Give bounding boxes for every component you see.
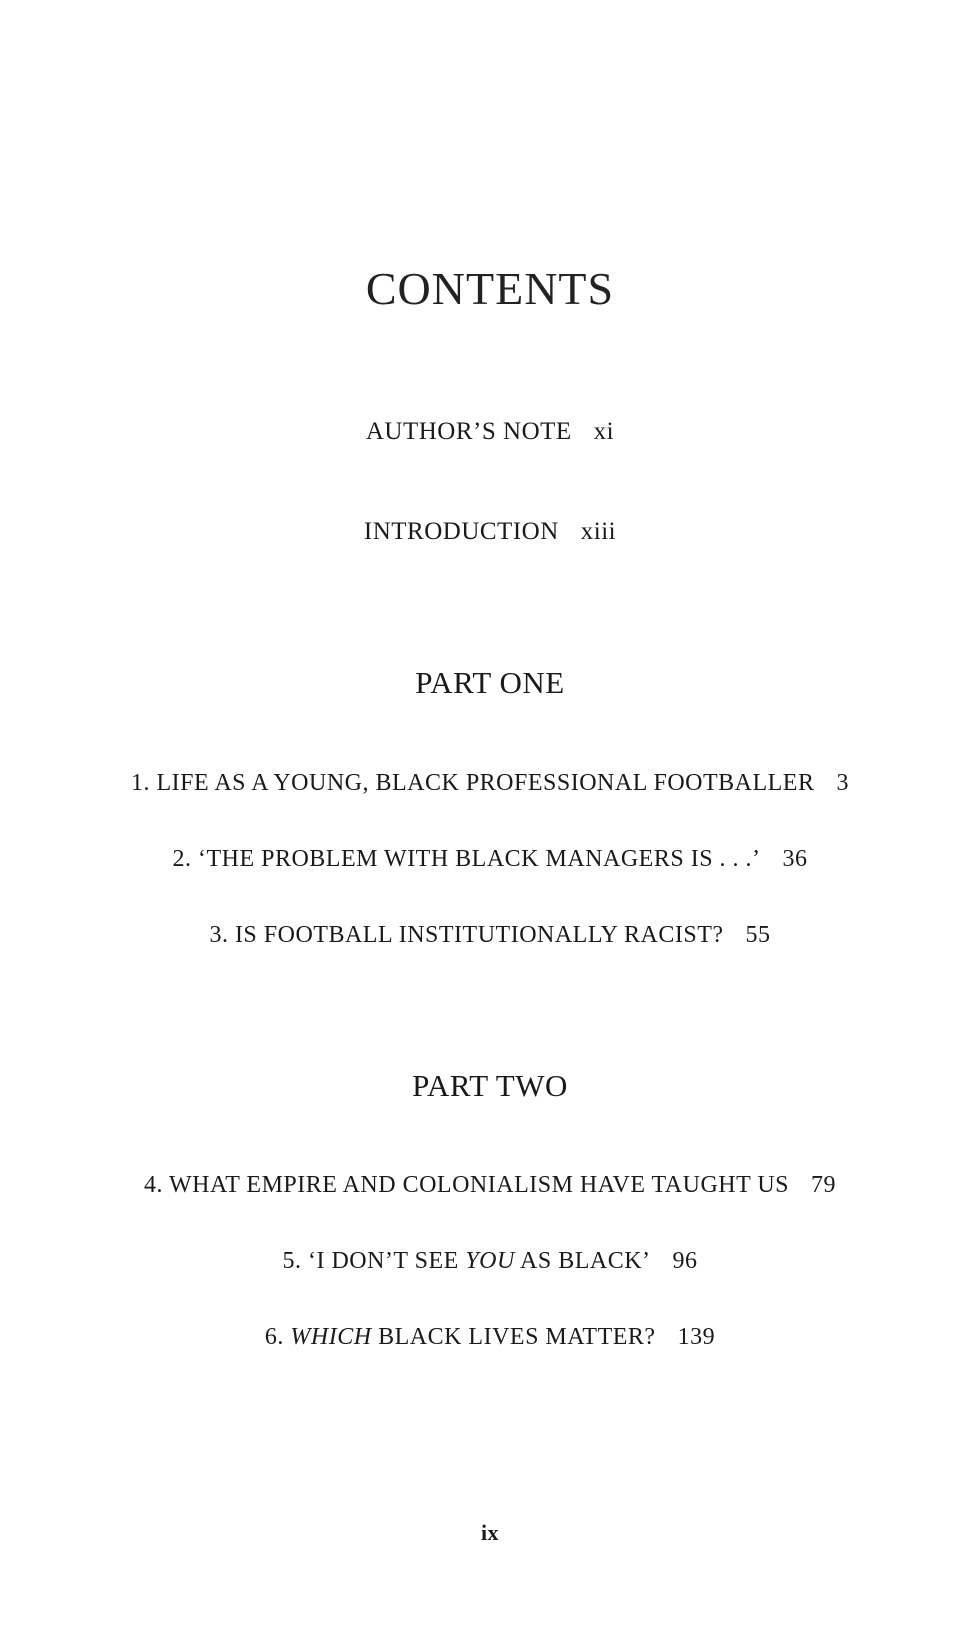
chapter-number: 1.: [131, 770, 151, 796]
toc-entry-chapter-4: [0, 1172, 980, 1199]
chapter-title: WHICH BLACK LIVES MATTER?: [290, 1324, 656, 1350]
chapter-number: 2.: [172, 846, 192, 872]
chapter-title: LIFE AS A YOUNG, BLACK PROFESSIONAL FOOTBALLER: [156, 770, 815, 796]
chapter-page-number: 36: [782, 846, 808, 872]
toc-entry-chapter-2: [0, 846, 980, 873]
entry-page-number: xi: [593, 418, 615, 445]
part-heading-two: PART TWO: [412, 1068, 568, 1103]
chapter-page-number: 55: [745, 922, 771, 948]
toc-entry-chapter-6: [0, 1324, 980, 1351]
chapter-title: ‘I DON’T SEE YOU AS BLACK’: [307, 1248, 651, 1274]
part-heading-one: PART ONE: [415, 665, 565, 700]
chapter-number: 6.: [264, 1324, 284, 1350]
toc-entry-authors-note: [0, 418, 980, 446]
chapter-number: 3.: [209, 922, 229, 948]
page-folio: ix: [480, 1520, 500, 1545]
toc-entry-introduction: [0, 518, 980, 546]
chapter-page-number: 139: [677, 1324, 716, 1350]
chapter-page-number: 79: [811, 1172, 837, 1198]
chapter-title: ‘THE PROBLEM WITH BLACK MANAGERS IS . . .’: [197, 846, 761, 872]
toc-entry-chapter-5: [0, 1248, 980, 1275]
entry-label: INTRODUCTION: [363, 518, 559, 545]
page-title: CONTENTS: [365, 263, 615, 314]
chapter-number: 4.: [143, 1172, 163, 1198]
chapter-title: WHAT EMPIRE AND COLONIALISM HAVE TAUGHT US: [169, 1172, 790, 1198]
chapter-page-number: 3: [836, 770, 849, 796]
toc-entry-chapter-1: [0, 770, 980, 797]
entry-page-number: xiii: [580, 518, 617, 545]
chapter-number: 5.: [282, 1248, 302, 1274]
entry-label: AUTHOR’S NOTE: [365, 418, 572, 445]
chapter-title: IS FOOTBALL INSTITUTIONALLY RACIST?: [234, 922, 724, 948]
chapter-page-number: 96: [672, 1248, 698, 1274]
toc-entry-chapter-3: [0, 922, 980, 949]
